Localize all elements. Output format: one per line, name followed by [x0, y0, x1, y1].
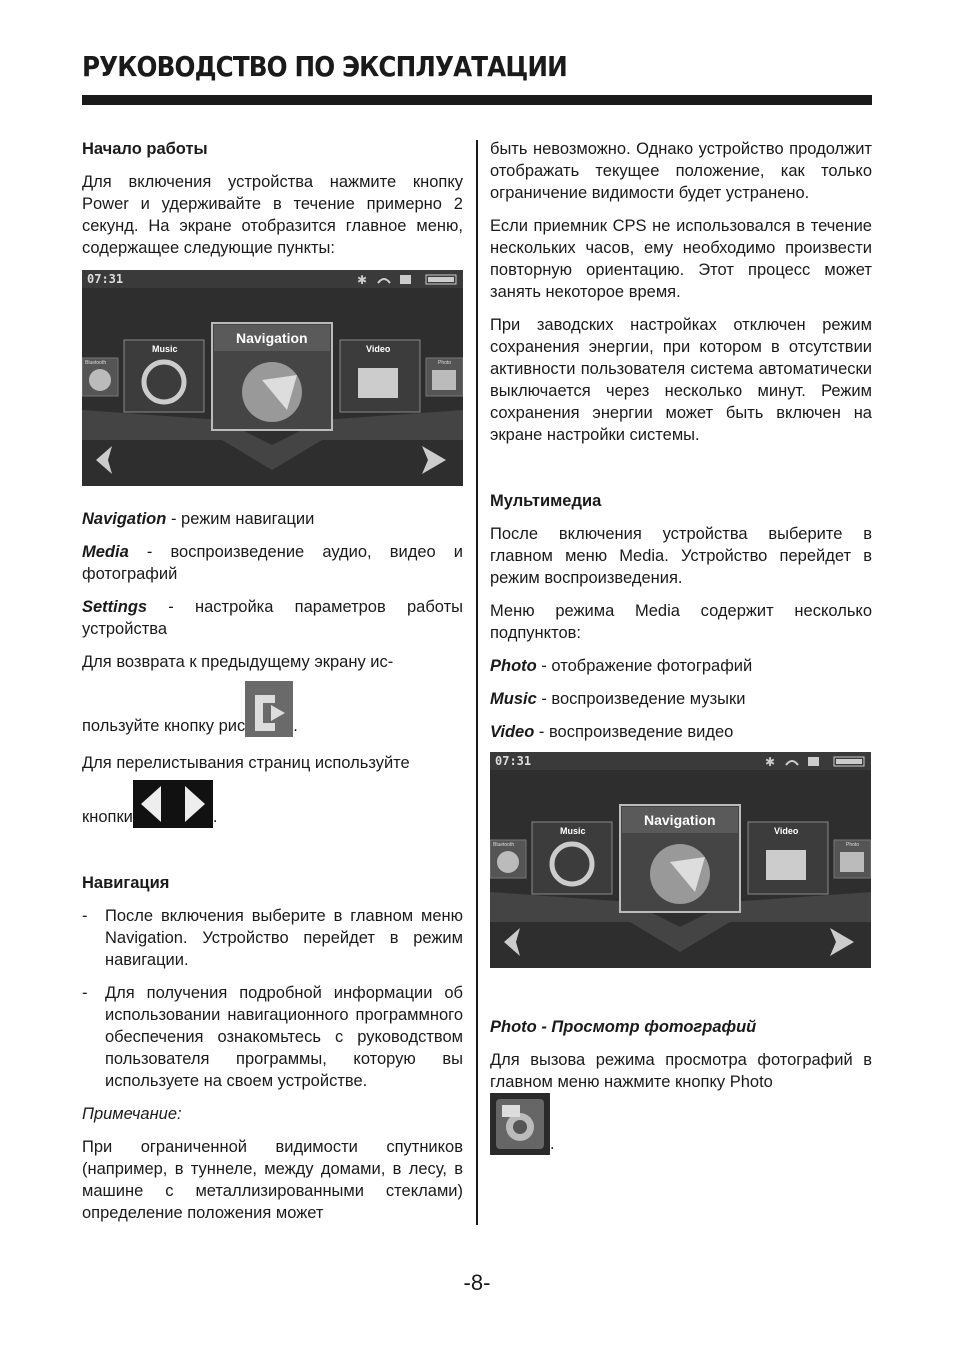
- desc: - настройка параметров работы устройства: [82, 598, 463, 638]
- definition-music: [490, 688, 872, 710]
- section-heading-start: Начало работы: [82, 140, 208, 158]
- paragraph: быть невозможно. Однако устройство продолжит отображать текущее положение, как только ограничение видимости будет устранено.: [490, 140, 872, 202]
- desc: - режим навигации: [166, 510, 315, 528]
- back-icon: [245, 681, 293, 737]
- definition-media: [82, 541, 463, 585]
- paragraph: Для вызова режима просмотра фотографий в главном меню нажмите кнопку Photo: [490, 1051, 872, 1091]
- section-heading-navigation: Навигация: [82, 874, 170, 892]
- paragraph: Если приемник CPS не использовался в течение нескольких часов, ему необходимо произвести повторную ориентацию. Этот процесс может занять некоторое время.: [490, 217, 872, 301]
- period: .: [550, 1135, 555, 1153]
- desc: - воспроизведение музыки: [536, 690, 746, 708]
- page-title: РУКОВОДСТВО ПО ЭКСПЛУАТАЦИИ: [82, 50, 567, 83]
- desc: - воспроизведение аудио, видео и фотографий: [82, 543, 463, 583]
- period: .: [212, 808, 218, 826]
- photo-button-icon: [490, 1093, 550, 1155]
- desc: - воспроизведение видео: [534, 723, 734, 741]
- page-number: -8-: [463, 1270, 491, 1295]
- list-item: - После включения выберите в главном меню Navigation. Устройство перейдет в режим навигации.: [82, 907, 463, 969]
- term: Navigation: [82, 510, 167, 528]
- paragraph: Для включения устройства нажмите кнопку Power и удерживайте в течение примерно 2 секунд. На экране отобразится главное меню, содержащее следующие пункты:: [82, 173, 463, 257]
- term: Video: [490, 723, 535, 741]
- column-divider: [476, 140, 478, 1225]
- flip-line-2: [82, 780, 463, 828]
- main-menu-screenshot: [82, 270, 463, 486]
- back-text: пользуйте кнопку рис: [82, 717, 246, 735]
- right-column: [490, 138, 872, 1166]
- term: Media: [82, 543, 129, 561]
- prev-arrow-icon: [133, 780, 173, 828]
- paragraph: После включения устройства выберите в главном меню Media. Устройство перейдет в режим воспроизведения.: [490, 525, 872, 587]
- media-menu-screenshot: [490, 752, 871, 968]
- back-line-1: Для возврата к предыдущему экрану ис-: [82, 653, 394, 671]
- term: Settings: [82, 598, 148, 616]
- note-text: При ограниченной видимости спутников (например, в туннеле, между домами, в лесу, в машине с металлизированными стеклами) определение положения может: [82, 1138, 463, 1222]
- photo-button-line: [490, 1093, 872, 1155]
- next-arrow-icon: [173, 780, 213, 828]
- desc: - отображение фотографий: [536, 657, 753, 675]
- definition-settings: [82, 596, 463, 640]
- period: .: [293, 717, 298, 735]
- flip-line-1: Для перелистывания страниц используйте: [82, 754, 410, 772]
- section-heading-photo: Photo - Просмотр фотографий: [490, 1018, 757, 1036]
- note-label: Примечание:: [82, 1105, 182, 1123]
- section-heading-multimedia: Мультимедиа: [490, 492, 602, 510]
- back-line-2: [82, 681, 463, 737]
- paragraph: При заводских настройках отключен режим сохранения энергии, при котором в отсутствии активности пользователя система автоматически выключается через несколько минут. Режим сохранения энергии может быть включен на экране настройки системы.: [490, 316, 872, 444]
- definition-photo: [490, 655, 872, 677]
- list-item: - Для получения подробной информации об использовании навигационного программного обеспечения ознакомьтесь с руководством пользователя программы, которую вы используете на своем устройстве.: [82, 984, 463, 1090]
- term: Music: [490, 690, 537, 708]
- title-rule: [82, 95, 872, 105]
- definition-video: [490, 721, 872, 743]
- left-column: [82, 138, 463, 1235]
- definition-navigation: [82, 508, 463, 530]
- flip-text: кнопки: [82, 808, 133, 826]
- term: Photo: [490, 657, 537, 675]
- paragraph: Меню режима Media содержит несколько подпунктов:: [490, 602, 872, 642]
